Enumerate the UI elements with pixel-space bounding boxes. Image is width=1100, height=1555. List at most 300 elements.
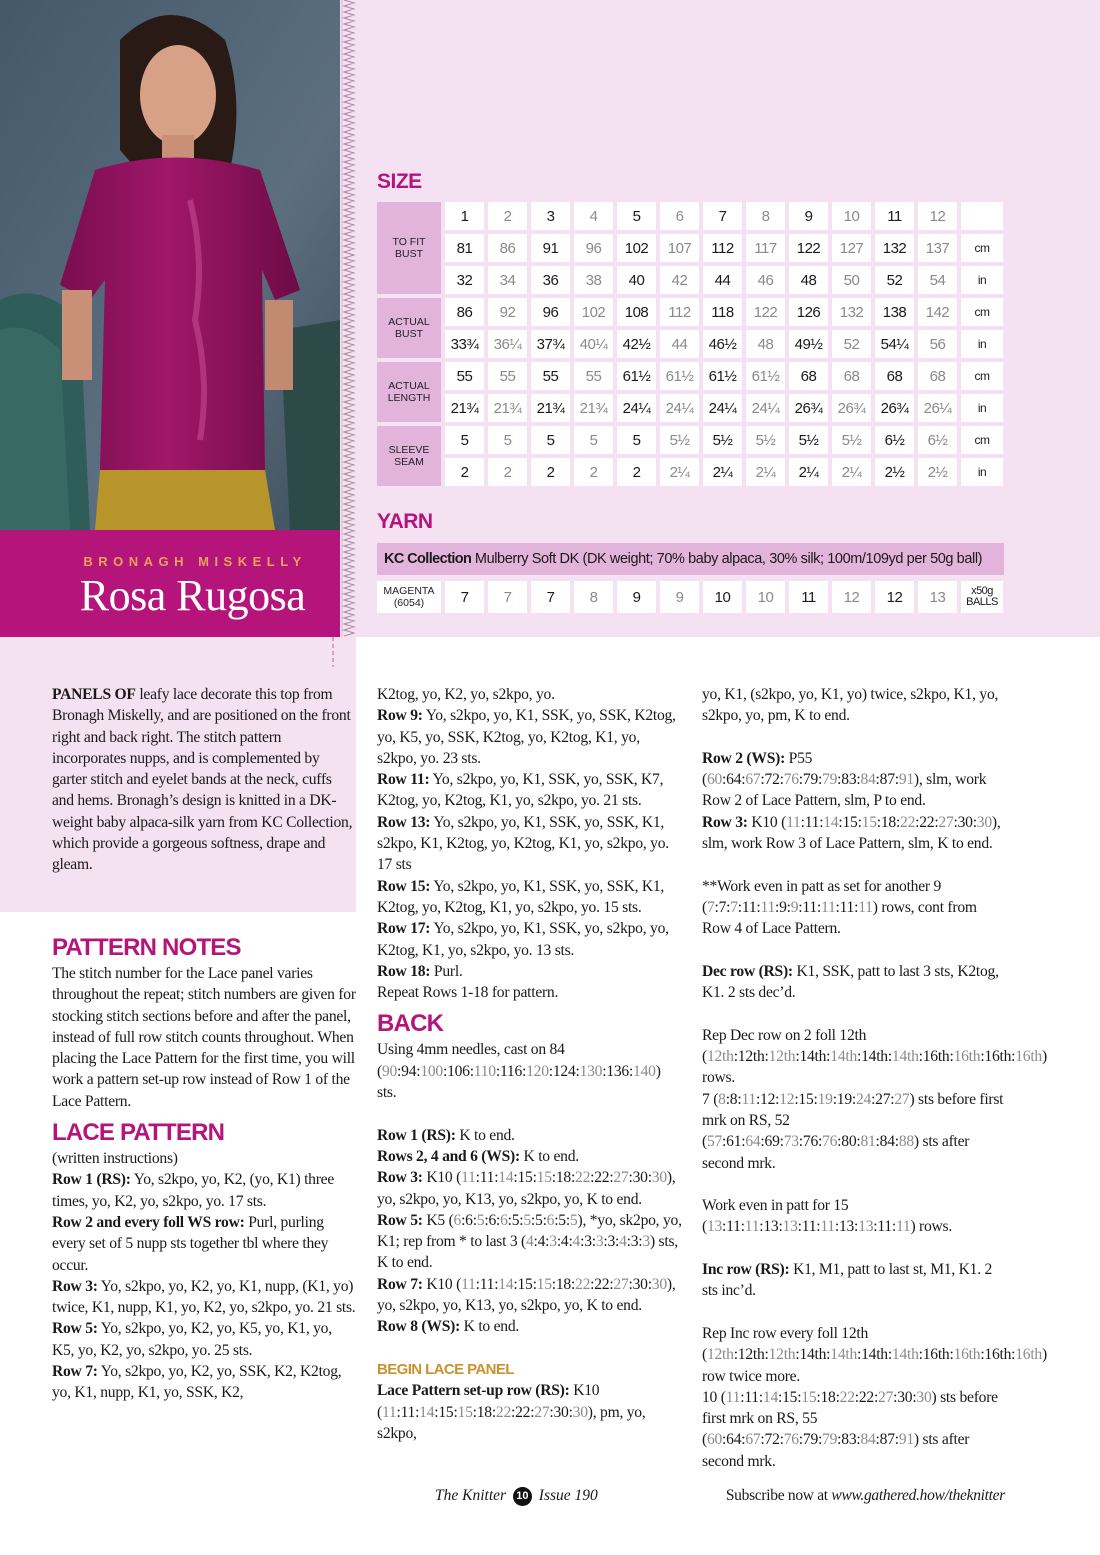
size-value: 11: [760, 898, 775, 916]
size-value: 27: [894, 1090, 910, 1108]
size-value: 30: [572, 1403, 588, 1421]
measurement-cell: 44: [660, 330, 699, 358]
size-value: 116: [499, 1062, 523, 1080]
instruction-label: PANELS OF: [52, 686, 136, 703]
size-value: 11: [479, 1169, 495, 1187]
measurement-cell: 56: [918, 330, 957, 358]
size-number: 5: [617, 202, 656, 230]
measurement-cell: 52: [832, 330, 871, 358]
size-value: 18: [880, 813, 896, 831]
size-value: 140: [633, 1062, 656, 1080]
instruction-text: Yo, s2kpo, yo, K2, yo, SSK, K2, K2tog, yo, K1, nupp, K1, yo, SSK, K2,: [52, 1363, 342, 1402]
measurement-cell: 2: [574, 458, 613, 486]
measurement-cell: 26¼: [918, 394, 957, 422]
instruction-text: Rep Inc row every foll 12th (12th:12th:12th:14th:14th:14th:14th:16th:16th:16th:16th) row twice more.: [702, 1324, 1047, 1385]
size-number: 12: [918, 202, 957, 230]
instruction-label: Row 3:: [377, 1169, 423, 1187]
size-value: 90: [381, 1062, 398, 1080]
size-value: 27: [534, 1403, 550, 1421]
measurement-cell: 21¾: [574, 394, 613, 422]
instruction-text: (written instructions): [52, 1150, 178, 1168]
instruction-text: Yo, s2kpo, yo, K1, SSK, yo, SSK, K2tog, yo, K5, yo, SSK, K2tog, yo, K2tog, K1, yo, s2kpo, yo. 23 sts.: [377, 707, 676, 767]
size-value: 8: [718, 1090, 726, 1108]
column-2: [377, 684, 682, 1444]
size-group-label: SLEEVE SEAM: [377, 426, 441, 486]
yarn-brand: KC Collection: [384, 551, 472, 567]
size-value: 18: [476, 1403, 492, 1421]
instruction-text: Purl, purling every set of 5 nupp sts together tbl where they occur.: [52, 1213, 329, 1274]
size-value: 12th: [737, 1048, 765, 1066]
size-value: 15: [517, 1275, 533, 1293]
spacer: [702, 940, 1007, 961]
measurement-cell: 2¼: [703, 458, 742, 486]
ball-count: 10: [703, 581, 742, 613]
size-value: 13: [782, 1218, 798, 1236]
instruction-paragraph: [52, 963, 357, 1112]
size-value: 13: [763, 1218, 779, 1236]
instruction-paragraph: [702, 1259, 1007, 1302]
size-group-label: ACTUAL BUST: [377, 298, 441, 358]
size-value: 15: [517, 1169, 533, 1187]
measurement-cell: 55: [574, 362, 613, 390]
measurement-cell: 68: [875, 362, 914, 390]
size-value: 64: [726, 771, 742, 789]
instruction-text: K to end.: [460, 1318, 520, 1336]
measurement-cell: 96: [531, 298, 570, 326]
dashed-divider: [330, 637, 338, 667]
size-number: 4: [574, 202, 613, 230]
instruction-paragraph: [377, 1316, 682, 1337]
size-value: 73: [783, 1133, 799, 1151]
measurement-cell: 5: [488, 426, 527, 454]
measurement-cell: 5: [531, 426, 570, 454]
size-value: 60: [706, 1431, 723, 1449]
size-value: 83: [841, 771, 857, 789]
yarn-colour-label: MAGENTA (6054): [377, 581, 441, 613]
size-value: 13: [838, 1218, 855, 1236]
size-value: 81: [860, 1133, 876, 1151]
size-value: 14th: [799, 1048, 827, 1066]
size-value: 76: [783, 771, 799, 789]
instruction-label: Row 2 (WS):: [702, 749, 786, 767]
size-value: 16th: [1015, 1346, 1042, 1364]
instruction-text: K5 (6:6:5:6:6:5:5:5:6:5:5), *yo, sk2po, yo, K1; rep from * to last 3 (4:4:3:4:4:3:3:3:4:3:3) sts, K to end.: [377, 1211, 682, 1272]
size-value: 11: [801, 1218, 817, 1236]
instruction-text: Yo, s2kpo, yo, K2, (yo, K1) three times, yo, K2, yo, s2kpo, yo. 17 sts.: [52, 1171, 334, 1210]
size-value: 22: [858, 1388, 874, 1406]
size-value: 79: [822, 771, 838, 789]
size-value: 14: [498, 1275, 514, 1293]
ball-unit: x50g BALLS: [961, 581, 1003, 613]
size-value: 11: [741, 898, 757, 916]
size-value: 12th: [737, 1346, 765, 1364]
instruction-label: Row 7:: [52, 1363, 98, 1381]
instruction-text: K10 (11:11:14:15:15:18:22:22:27:30:30), yo, s2kpo, yo, K13, yo, s2kpo, yo, K to end.: [377, 1169, 676, 1208]
measurement-cell: 132: [875, 234, 914, 262]
measurement-cell: 54: [918, 266, 957, 294]
instruction-label: Row 5:: [52, 1320, 98, 1338]
instruction-text: K to end.: [455, 1126, 515, 1144]
size-value: 100: [420, 1062, 443, 1080]
size-value: 7: [718, 898, 727, 916]
instruction-label: Row 15:: [377, 877, 431, 895]
instruction-text: Rep Dec row on 2 foll 12th (12th:12th:12th:14th:14th:14th:14th:16th:16th:16th:16th) rows.: [702, 1026, 1047, 1087]
size-value: 64: [745, 1133, 761, 1151]
measurement-cell: 24¼: [617, 394, 656, 422]
size-value: 11: [839, 898, 855, 916]
size-value: 22: [839, 1388, 855, 1406]
instruction-text: Yo, s2kpo, yo, K2, yo, K1, nupp, (K1, yo) twice, K1, nupp, K1, yo, K2, yo, s2kpo, yo. 21 sts.: [52, 1277, 356, 1317]
instruction-text: K1, M1, patt to last st, M1, K1. 2 sts inc’d.: [702, 1261, 993, 1300]
size-value: 88: [898, 1133, 914, 1151]
instruction-text: yo, K1, (s2kpo, yo, K1, yo) twice, s2kpo, K1, yo, s2kpo, yo, pm, K to end.: [702, 686, 999, 725]
size-value: 136: [606, 1062, 629, 1080]
measurement-cell: 61½: [660, 362, 699, 390]
size-value: 72: [764, 1431, 780, 1449]
measurement-cell: 138: [875, 298, 914, 326]
size-value: 87: [879, 1431, 895, 1449]
measurement-cell: 68: [832, 362, 871, 390]
measurement-cell: 54¼: [875, 330, 914, 358]
size-value: 6: [488, 1211, 496, 1229]
unit-cell: in: [961, 394, 1003, 422]
unit-cell: [961, 202, 1003, 230]
measurement-cell: 6½: [918, 426, 957, 454]
instruction-label: Row 9:: [377, 707, 423, 725]
size-value: 14: [498, 1169, 514, 1187]
size-value: 11: [725, 1388, 741, 1406]
size-number: 7: [703, 202, 742, 230]
instruction-paragraph: [52, 684, 357, 876]
instruction-paragraph: [702, 684, 1007, 727]
size-value: 67: [745, 1431, 761, 1449]
instruction-paragraph: [702, 1195, 1007, 1238]
measurement-cell: 24¼: [746, 394, 785, 422]
size-value: 27: [613, 1275, 629, 1293]
section-heading: BACK: [377, 1010, 444, 1038]
measurement-cell: 61½: [703, 362, 742, 390]
instruction-text: The stitch number for the Lace panel varies throughout the repeat; stitch numbers are given for stocking stitch sections before and after the panel, instead of full row stitch counts throughout. When placing the Lace Pattern for the first time, you will work a pattern set-up row instead of Row 1 of the Lace Pattern.: [52, 965, 356, 1110]
size-value: 14: [823, 813, 839, 831]
instruction-paragraph: [377, 812, 682, 876]
instruction-text: Yo, s2kpo, yo, K1, SSK, yo, s2kpo, yo, K2tog, K1, yo, s2kpo, yo. 13 sts.: [377, 920, 669, 959]
measurement-cell: 52: [875, 266, 914, 294]
instruction-paragraph: [377, 1125, 682, 1146]
size-value: 6: [453, 1211, 462, 1229]
measurement-cell: 2¼: [746, 458, 785, 486]
size-value: 3: [549, 1233, 557, 1251]
instruction-text: Yo, s2kpo, yo, K1, SSK, yo, SSK, K1, s2kpo, K1, K2tog, yo, K2tog, K1, yo, s2kpo, yo. 17 sts: [377, 813, 669, 874]
size-value: 3: [630, 1233, 639, 1251]
measurement-cell: 55: [445, 362, 484, 390]
instruction-paragraph: [377, 1380, 682, 1444]
instruction-paragraph: [702, 876, 1007, 940]
size-value: 110: [473, 1062, 496, 1080]
size-value: 15: [536, 1169, 552, 1187]
size-value: 3: [642, 1233, 650, 1251]
ball-count: 10: [746, 581, 785, 613]
ball-count: 7: [488, 581, 527, 613]
size-number: 8: [746, 202, 785, 230]
size-value: 14th: [830, 1346, 857, 1364]
ball-count: 8: [574, 581, 613, 613]
size-number: 3: [531, 202, 570, 230]
measurement-cell: 55: [531, 362, 570, 390]
spacer: [702, 1238, 1007, 1259]
size-value: 124: [552, 1062, 576, 1080]
size-value: 15: [842, 813, 858, 831]
measurement-cell: 132: [832, 298, 871, 326]
size-value: 4: [619, 1233, 627, 1251]
column-1: [52, 927, 357, 1404]
instruction-label: Inc row (RS):: [702, 1261, 790, 1279]
yarn-quantity-row: [377, 581, 1003, 613]
measurement-cell: 5: [445, 426, 484, 454]
size-value: 106: [447, 1062, 470, 1080]
size-value: 11: [820, 898, 836, 916]
ball-count: 7: [445, 581, 484, 613]
spacer: [702, 1003, 1007, 1024]
column-3: [702, 684, 1047, 1472]
instruction-label: Row 8 (WS):: [377, 1318, 461, 1336]
measurement-cell: 36¼: [488, 330, 527, 358]
size-value: 14th: [799, 1346, 827, 1364]
size-value: 11: [741, 1090, 756, 1108]
size-value: 22: [594, 1275, 610, 1293]
measurement-cell: 2½: [918, 458, 957, 486]
size-value: 4: [572, 1233, 581, 1251]
size-value: 27: [938, 813, 954, 831]
instruction-paragraph: [377, 1167, 682, 1210]
size-value: 15: [782, 1388, 798, 1406]
measurement-cell: 38: [574, 266, 613, 294]
measurement-cell: 50: [832, 266, 871, 294]
instruction-label: Row 17:: [377, 920, 431, 938]
measurement-cell: 26¾: [875, 394, 914, 422]
size-heading: SIZE: [377, 170, 422, 193]
size-value: 22: [575, 1275, 591, 1293]
instruction-label: Row 11:: [377, 771, 430, 789]
spacer: [702, 854, 1007, 875]
measurement-cell: 112: [660, 298, 699, 326]
measurement-cell: 2: [488, 458, 527, 486]
size-value: 80: [841, 1133, 857, 1151]
measurement-cell: 118: [703, 298, 742, 326]
size-value: 22: [575, 1169, 591, 1187]
spacer: [702, 727, 1007, 748]
instruction-text: Purl.: [430, 962, 463, 980]
size-value: 12th: [706, 1048, 734, 1066]
ball-count: 9: [660, 581, 699, 613]
instruction-paragraph: [377, 961, 682, 982]
instruction-paragraph: [702, 1323, 1047, 1387]
size-value: 16th: [922, 1048, 950, 1066]
size-number: 2: [488, 202, 527, 230]
measurement-cell: 122: [746, 298, 785, 326]
subscribe-link[interactable]: www.gathered.how/theknitter: [831, 1487, 1005, 1504]
size-value: 79: [822, 1431, 838, 1449]
measurement-cell: 5½: [789, 426, 828, 454]
measurement-cell: 102: [574, 298, 613, 326]
size-group-label: TO FIT BUST: [377, 202, 441, 294]
intro-column: [52, 684, 357, 876]
measurement-cell: 2: [617, 458, 656, 486]
measurement-cell: 46½: [703, 330, 742, 358]
size-value: 11: [479, 1275, 495, 1293]
measurement-cell: 61½: [746, 362, 785, 390]
size-value: 16th: [922, 1346, 950, 1364]
size-value: 7: [730, 898, 738, 916]
instruction-paragraph: [377, 876, 682, 919]
instruction-label: Row 7:: [377, 1275, 423, 1293]
size-value: 4: [537, 1233, 546, 1251]
instruction-label: Row 13:: [377, 813, 431, 831]
size-value: 12th: [768, 1346, 796, 1364]
instruction-label: Row 5:: [377, 1211, 423, 1229]
measurement-cell: 2¼: [789, 458, 828, 486]
size-value: 79: [802, 1431, 818, 1449]
instruction-label: Row 18:: [377, 962, 431, 980]
size-value: 11: [400, 1403, 416, 1421]
size-value: 5: [523, 1211, 531, 1229]
instruction-paragraph: [377, 769, 682, 812]
size-value: 30: [632, 1169, 648, 1187]
size-value: 22: [900, 813, 916, 831]
size-value: 57: [706, 1133, 723, 1151]
page-footer: [435, 1487, 1005, 1511]
instruction-label: Row 1 (RS):: [377, 1126, 456, 1144]
instruction-text: P55 (60:64:67:72:76:79:79:83:84:87:91), slm, work Row 2 of Lace Pattern, slm, P to end.: [702, 749, 987, 810]
size-value: 30: [632, 1275, 648, 1293]
measurement-cell: 46: [746, 266, 785, 294]
measurement-cell: 33¾: [445, 330, 484, 358]
measurement-cell: 5½: [703, 426, 742, 454]
size-table: [377, 202, 1003, 486]
size-value: 76: [822, 1133, 838, 1151]
size-value: 15: [798, 1090, 814, 1108]
measurement-cell: 24¼: [660, 394, 699, 422]
size-value: 69: [764, 1133, 780, 1151]
measurement-cell: 81: [445, 234, 484, 262]
measurement-cell: 21¾: [488, 394, 527, 422]
size-value: 7: [706, 898, 715, 916]
instruction-text: Yo, s2kpo, yo, K2, yo, K5, yo, K1, yo, K5, yo, K2, yo, s2kpo, yo. 25 sts.: [52, 1320, 332, 1359]
instruction-paragraph: [52, 1169, 357, 1212]
size-value: 5: [569, 1211, 578, 1229]
instruction-label: Lace Pattern set-up row (RS):: [377, 1382, 570, 1400]
instruction-text: **Work even in patt as set for another 9 (7:7:7:11:11:9:9:11:11:11:11) rows, cont from Row 4 of Lace Pattern.: [702, 877, 977, 938]
yarn-description: [377, 543, 1004, 575]
instruction-text: K10 (11:11:14:15:15:18:22:22:27:30:30), slm, work Row 3 of Lace Pattern, slm, K to end.: [702, 813, 1001, 853]
size-value: 15: [861, 813, 877, 831]
instruction-label: Rows 2, 4 and 6 (WS):: [377, 1147, 520, 1165]
measurement-cell: 117: [746, 234, 785, 262]
measurement-cell: 126: [789, 298, 828, 326]
measurement-cell: 68: [918, 362, 957, 390]
size-value: 14: [762, 1388, 779, 1406]
measurement-cell: 44: [703, 266, 742, 294]
size-value: 14th: [891, 1346, 919, 1364]
unit-cell: cm: [961, 298, 1003, 326]
instruction-paragraph: [377, 918, 682, 961]
size-value: 14th: [891, 1048, 919, 1066]
size-value: 6: [546, 1211, 555, 1229]
size-value: 11: [744, 1218, 760, 1236]
measurement-cell: 5: [574, 426, 613, 454]
measurement-cell: 32: [445, 266, 484, 294]
instruction-text: K1, SSK, patt to last 3 sts, K2tog, K1. 2 sts dec’d.: [702, 962, 999, 1002]
size-value: 27: [878, 1388, 894, 1406]
size-value: 18: [555, 1169, 571, 1187]
size-value: 5: [558, 1211, 566, 1229]
ball-count: 7: [531, 581, 570, 613]
size-value: 9: [790, 898, 799, 916]
size-value: 14: [419, 1403, 435, 1421]
ball-count: 12: [875, 581, 914, 613]
page-number-badge: 10: [513, 1487, 532, 1506]
size-value: 120: [526, 1062, 549, 1080]
instruction-label: Row 3:: [702, 813, 748, 831]
ball-count: 12: [832, 581, 871, 613]
size-value: 18: [820, 1388, 836, 1406]
magazine-name: The Knitter: [435, 1487, 507, 1504]
measurement-cell: 26¾: [832, 394, 871, 422]
instruction-paragraph: [702, 748, 1007, 812]
measurement-cell: 2½: [875, 458, 914, 486]
subscribe-text: Subscribe now at: [725, 1487, 832, 1504]
size-value: 130: [579, 1062, 603, 1080]
instruction-paragraph: [52, 1148, 357, 1169]
size-value: 76: [783, 1431, 799, 1449]
instruction-paragraph: [377, 982, 682, 1003]
instruction-paragraph: [52, 1361, 357, 1404]
size-value: 5: [535, 1211, 543, 1229]
instruction-paragraph: [702, 1089, 1007, 1174]
instruction-label: Row 1 (RS):: [52, 1171, 131, 1189]
size-value: 4: [525, 1233, 534, 1251]
size-value: 91: [898, 771, 914, 789]
measurement-cell: 86: [488, 234, 527, 262]
measurement-cell: 24¼: [703, 394, 742, 422]
measurement-cell: 49½: [789, 330, 828, 358]
instruction-text: K10 (11:11:14:15:15:18:22:22:27:30:30), yo, s2kpo, yo, K13, yo, s2kpo, yo, K to end.: [377, 1275, 676, 1315]
measurement-cell: 142: [918, 298, 957, 326]
designer-name: BRONAGH MISKELLY: [83, 554, 307, 569]
unit-cell: cm: [961, 426, 1003, 454]
size-value: 15: [438, 1403, 454, 1421]
section-heading: PATTERN NOTES: [52, 934, 241, 961]
size-value: 3: [595, 1233, 604, 1251]
size-value: 12th: [706, 1346, 734, 1364]
measurement-cell: 42½: [617, 330, 656, 358]
instruction-paragraph: [702, 961, 1007, 1004]
ball-count: 11: [789, 581, 828, 613]
size-value: 22: [594, 1169, 610, 1187]
ball-count: 13: [918, 581, 957, 613]
size-value: 12th: [768, 1048, 796, 1066]
instruction-text: Yo, s2kpo, yo, K1, SSK, yo, SSK, K1, K2tog, yo, K2tog, K1, yo, s2kpo, yo. 15 sts.: [377, 877, 665, 916]
size-value: 11: [820, 1218, 835, 1236]
measurement-cell: 21¾: [531, 394, 570, 422]
size-value: 6: [465, 1211, 473, 1229]
model-photo: [0, 0, 340, 530]
instruction-paragraph: [52, 1318, 357, 1361]
measurement-cell: 137: [918, 234, 957, 262]
size-value: 22: [495, 1403, 512, 1421]
size-number: 11: [875, 202, 914, 230]
measurement-cell: 112: [703, 234, 742, 262]
instruction-text: K10 (11:11:14:15:15:18:22:22:27:30:30), pm, yo, s2kpo,: [377, 1382, 646, 1442]
